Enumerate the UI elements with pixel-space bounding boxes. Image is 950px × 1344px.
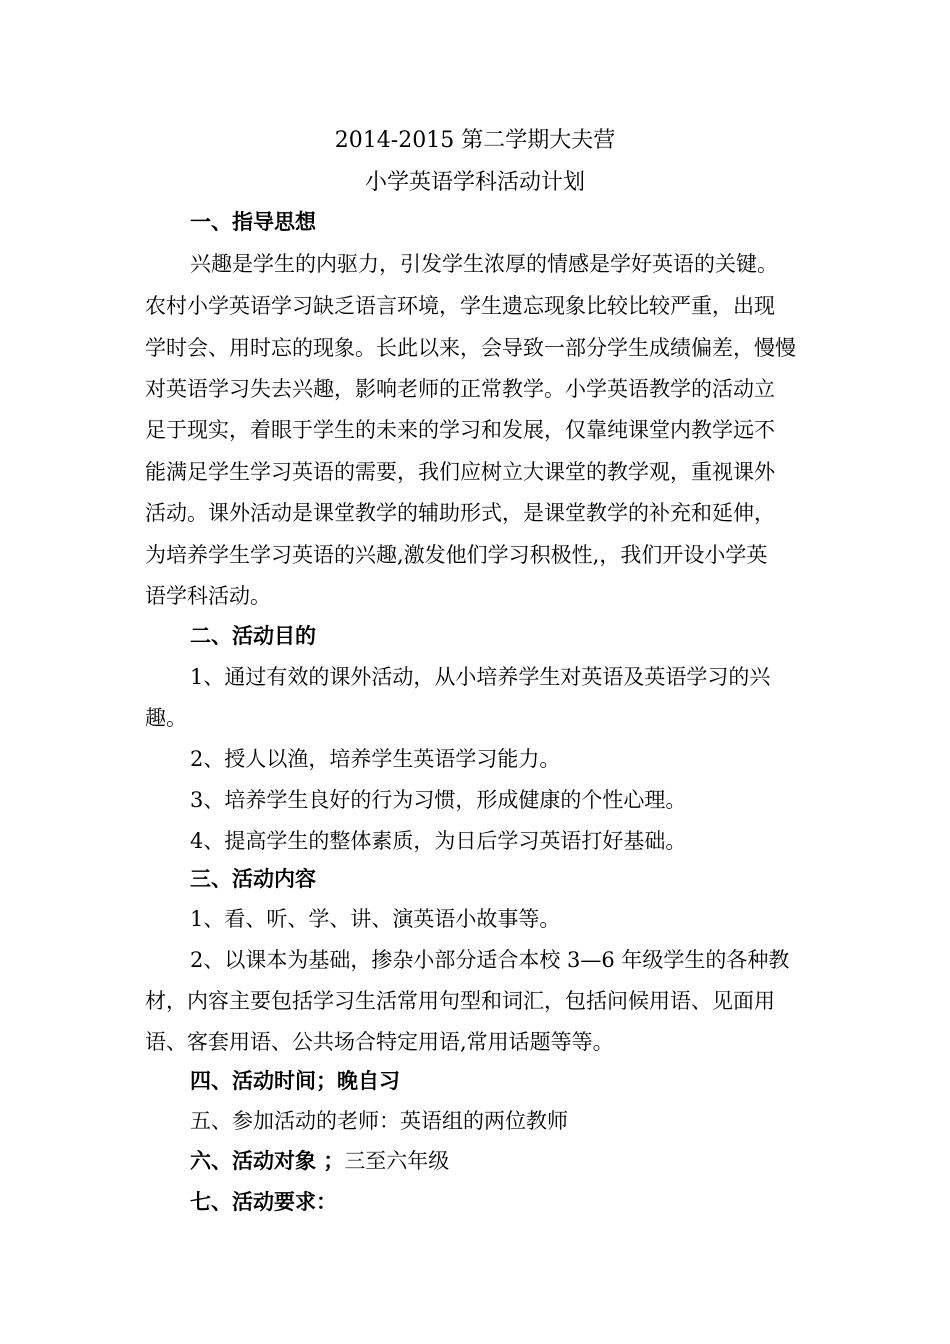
paragraph-line: 学时会、用时忘的现象。长此以来，会导致一部分学生成绩偏差，慢慢	[145, 336, 796, 360]
paragraph-line: 农村小学英语学习缺乏语言环境，学生遗忘现象比较比较严重，出现	[145, 294, 775, 318]
list-item: 3、培养学生良好的行为习惯，形成健康的个性心理。	[190, 788, 687, 812]
list-item-continuation: 语、客套用语、公共场合特定用语,常用话题等等。	[145, 1030, 614, 1054]
list-item-continuation: 材，内容主要包括学习生活常用句型和词汇，包括问候用语、见面用	[145, 989, 775, 1013]
list-item: 2、授人以渔，培养学生英语学习能力。	[190, 747, 561, 771]
document-title-line1: 2014-2015 第二学期大夫营	[334, 128, 616, 153]
list-item-continuation: 趣。	[145, 706, 187, 730]
paragraph-line: 对英语学习失去兴趣，影响老师的正常教学。小学英语教学的活动立	[145, 377, 775, 401]
section-heading-label: 六、活动对象 ；	[190, 1149, 345, 1173]
section-heading-guiding-thought: 一、指导思想	[190, 210, 316, 234]
paragraph-line: 活动。课外活动是课堂教学的辅助形式，是课堂教学的补充和延伸，	[145, 501, 775, 525]
list-item: 1、通过有效的课外活动，从小培养学生对英语及英语学习的兴	[190, 665, 771, 689]
section-target-value: 三至六年级	[344, 1149, 450, 1173]
paragraph-line: 为培养学生学习英语的兴趣,激发他们学习积极性,，我们开设小学英	[145, 543, 768, 567]
section-participating-teachers: 五、参加活动的老师：英语组的两位教师	[190, 1109, 568, 1133]
section-heading-activity-purpose: 二、活动目的	[190, 624, 316, 648]
document-title-line2: 小学英语学科活动计划	[364, 170, 585, 195]
list-item: 1、看、听、学、讲、演英语小故事等。	[190, 907, 561, 931]
list-item: 2、以课本为基础，掺杂小部分适合本校 3—6 年级学生的各种教	[190, 948, 790, 972]
paragraph-line: 能满足学生学习英语的需要，我们应树立大课堂的教学观，重视课外	[145, 460, 775, 484]
paragraph-line: 语学科活动。	[145, 584, 271, 608]
section-heading-activity-time: 四、活动时间；晚自习	[190, 1069, 400, 1093]
section-heading-activity-requirements: 七、活动要求：	[190, 1190, 337, 1214]
paragraph-line: 足于现实，着眼于学生的未来的学习和发展，仅靠纯课堂内教学远不	[145, 418, 775, 442]
section-heading-activity-target	[190, 1145, 449, 1175]
list-item: 4、提高学生的整体素质，为日后学习英语打好基础。	[190, 829, 687, 853]
paragraph-line: 兴趣是学生的内驱力，引发学生浓厚的情感是学好英语的关键。	[190, 252, 778, 276]
section-heading-activity-content: 三、活动内容	[190, 867, 316, 891]
